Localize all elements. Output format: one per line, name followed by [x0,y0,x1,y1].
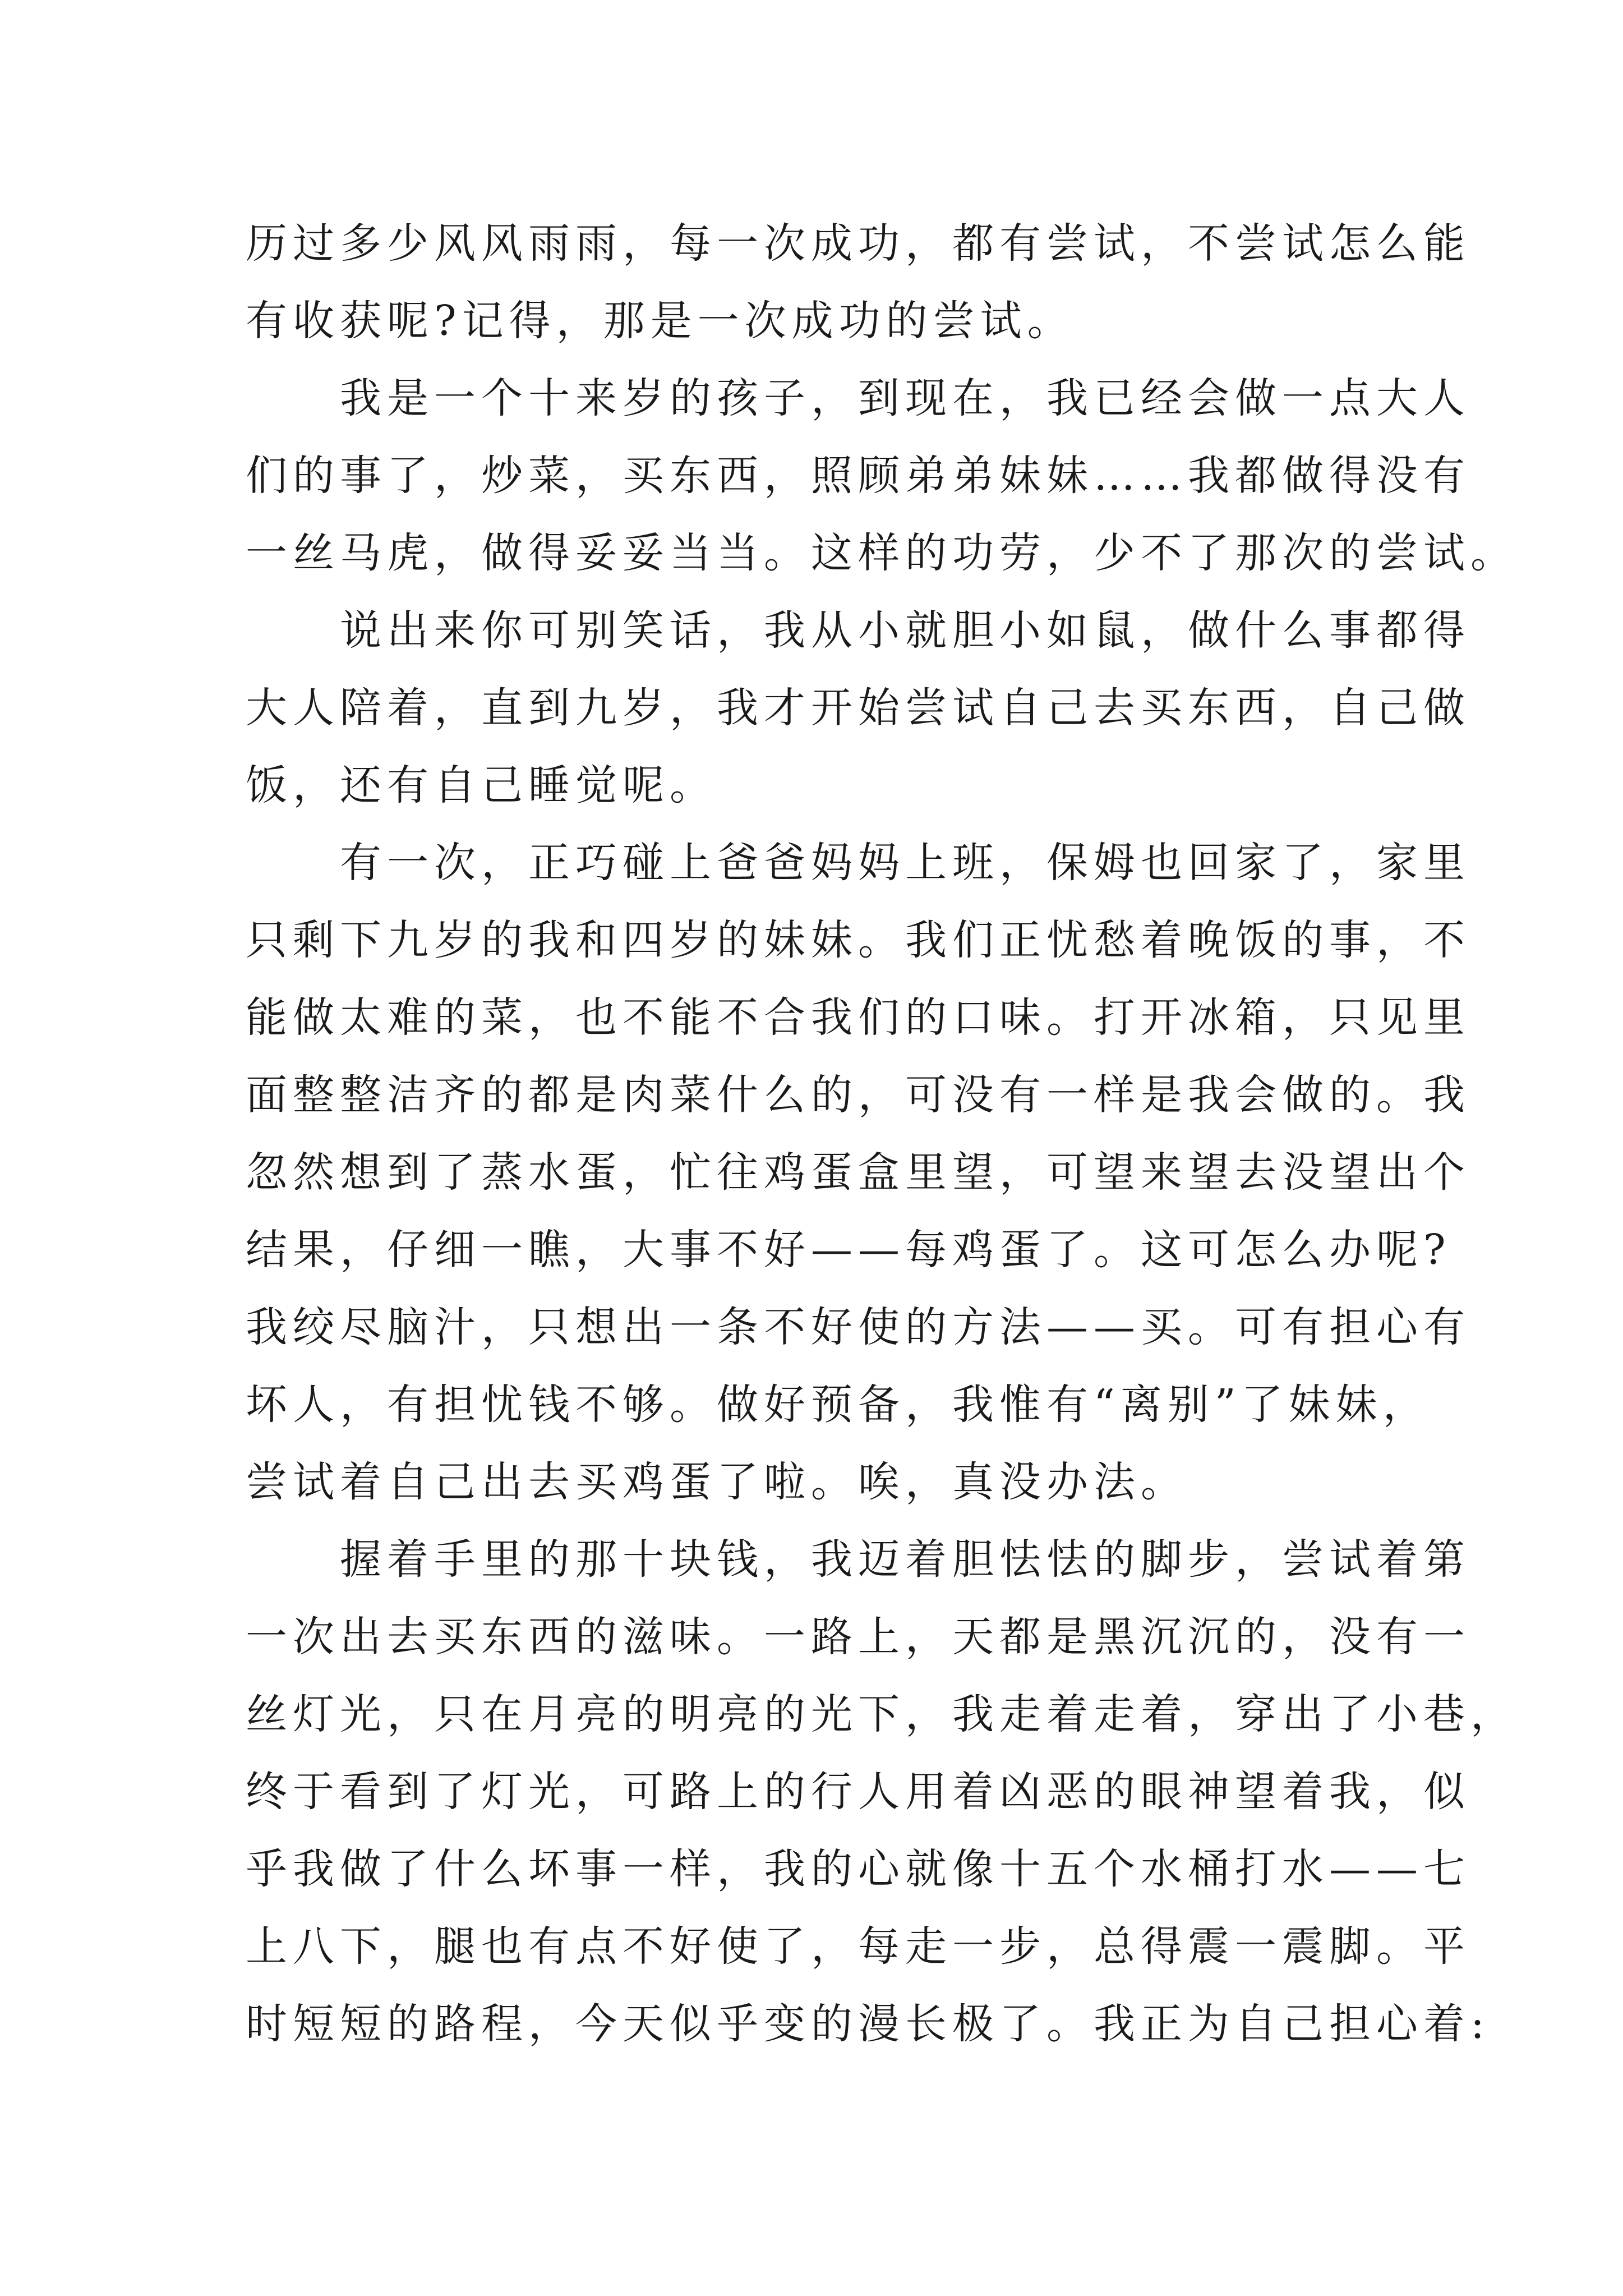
text-line: 尝试着自己出去买鸡蛋了啦。唉，真没办法。 [246,1458,1188,1506]
text-line: 结果，仔细一瞧，大事不好——每鸡蛋了。这可怎么办呢? [246,1226,1451,1274]
text-line: 时短短的路程，今天似乎变的漫长极了。我正为自己担心着: [246,2000,1490,2048]
text-line: 能做太难的菜，也不能不合我们的口味。打开冰箱，只见里 [246,993,1470,1042]
text-line: 乎我做了什么坏事一样，我的心就像十五个水桶打水——七 [246,1845,1470,1893]
text-line: 只剩下九岁的我和四岁的妹妹。我们正忧愁着晚饭的事，不 [246,916,1470,964]
article-body [246,205,1518,2063]
text-line: 面整整洁齐的都是肉菜什么的，可没有一样是我会做的。我 [246,1071,1470,1119]
text-line: 忽然想到了蒸水蛋，忙往鸡蛋盒里望，可望来望去没望出个 [246,1148,1470,1197]
text-line: 坏人，有担忧钱不够。做好预备，我惟有“离别”了妹妹， [246,1381,1430,1429]
paragraph-1 [246,205,1470,360]
text-line: 终于看到了灯光，可路上的行人用着凶恶的眼神望着我，似 [246,1768,1470,1816]
text-line: 丝灯光，只在月亮的明亮的光下，我走着走着，穿出了小巷， [246,1690,1518,1738]
paragraph-4 [246,824,1470,1521]
text-line: 大人陪着，直到九岁，我才开始尝试自己去买东西，自己做 [246,684,1470,732]
paragraph-2 [246,360,1518,592]
text-line: 历过多少风风雨雨，每一次成功，都有尝试，不尝试怎么能 [246,219,1470,268]
text-line: 我是一个十来岁的孩子，到现在，我已经会做一点大人 [246,374,1470,422]
text-line: 有收获呢?记得，那是一次成功的尝试。 [246,297,1075,345]
text-line: 握着手里的那十块钱，我迈着胆怯怯的脚步，尝试着第 [246,1535,1470,1584]
text-line: 一次出去买东西的滋味。一路上，天都是黑沉沉的，没有一 [246,1613,1470,1661]
text-line: 有一次，正巧碰上爸爸妈妈上班，保姆也回家了，家里 [246,839,1470,887]
paragraph-3 [246,592,1470,824]
text-line: 上八下，腿也有点不好使了，每走一步，总得震一震脚。平 [246,1922,1470,1971]
text-line: 一丝马虎，做得妥妥当当。这样的功劳，少不了那次的尝试。 [246,529,1518,577]
paragraph-5 [246,1521,1518,2063]
text-line: 饭，还有自己睡觉呢。 [246,761,717,809]
text-line: 们的事了，炒菜，买东西，照顾弟弟妹妹……我都做得没有 [246,452,1470,500]
text-line: 我绞尽脑汁，只想出一条不好使的方法——买。可有担心有 [246,1303,1470,1351]
text-line: 说出来你可别笑话，我从小就胆小如鼠，做什么事都得 [246,606,1470,655]
